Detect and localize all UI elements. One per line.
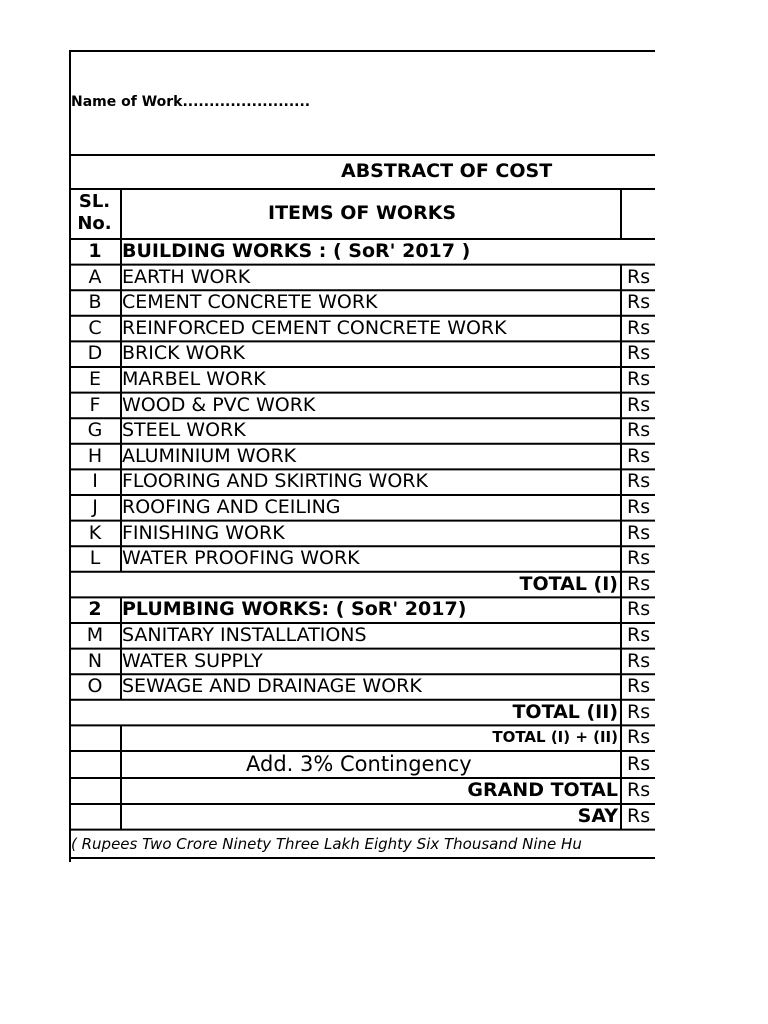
item-code: N [87, 649, 103, 672]
total-row [69, 572, 655, 598]
table-row [69, 290, 655, 316]
section-title: PLUMBING WORKS: ( SoR' 2017) [122, 598, 467, 621]
amount-currency: Rs [627, 753, 651, 775]
table-row [69, 649, 655, 675]
item-label: BRICK WORK [122, 342, 246, 365]
item-label: ALUMINIUM WORK [122, 444, 297, 467]
table-row [69, 418, 655, 444]
amount-currency: Rs [627, 316, 651, 339]
total-label: TOTAL (II) [512, 700, 618, 723]
amount-currency: Rs [627, 393, 651, 416]
item-label: FINISHING WORK [122, 521, 285, 544]
item-code: M [86, 624, 104, 646]
item-code: G [87, 419, 103, 442]
amount-currency: Rs [627, 598, 651, 621]
amount-currency: Rs [627, 675, 651, 698]
combined-total-row [69, 725, 655, 751]
amount-currency: Rs [627, 700, 651, 723]
item-label: SANITARY INSTALLATIONS [122, 624, 367, 646]
table-row [69, 444, 655, 470]
grand-total-label: GRAND TOTAL [467, 779, 618, 801]
table-row [69, 521, 655, 547]
grand-total-row [69, 778, 655, 804]
table-row [69, 367, 655, 393]
table-row [69, 623, 655, 649]
section-title: BUILDING WORKS : ( SoR' 2017 ) [122, 240, 471, 262]
table-row [69, 341, 655, 367]
item-label: FLOORING AND SKIRTING WORK [122, 470, 428, 493]
item-label: WATER PROOFING WORK [122, 547, 360, 570]
item-code: B [88, 291, 102, 314]
amount-currency: Rs [627, 521, 651, 544]
amount-currency: Rs [627, 805, 651, 827]
item-code: C [88, 316, 102, 339]
contingency-label: Add. 3% Contingency [246, 752, 472, 776]
table-row [69, 316, 655, 342]
say-row [69, 804, 655, 830]
amount-currency: Rs [627, 265, 651, 288]
amount-currency: Rs [627, 572, 651, 595]
column-header-items: ITEMS OF WORKS [268, 202, 457, 224]
column-header-sl-no: SL. No. [77, 191, 112, 234]
amount-currency: Rs [627, 779, 651, 801]
item-code: K [88, 521, 102, 544]
item-label: WATER SUPPLY [122, 649, 263, 672]
table-row [69, 546, 655, 572]
amount-currency: Rs [627, 470, 651, 493]
amount-currency: Rs [627, 547, 651, 570]
section-number: 2 [88, 598, 102, 621]
item-label: EARTH WORK [122, 265, 251, 288]
section-number: 1 [88, 240, 102, 262]
item-label: MARBEL WORK [122, 368, 266, 390]
table-row [69, 393, 655, 419]
amount-currency: Rs [627, 624, 651, 646]
combined-total-label: TOTAL (I) + (II) [492, 728, 618, 747]
page-title: ABSTRACT OF COST [341, 160, 553, 182]
amount-currency: Rs [627, 444, 651, 467]
amount-currency: Rs [627, 496, 651, 518]
item-code: E [88, 368, 101, 390]
total-row [69, 700, 655, 726]
contingency-row [69, 751, 655, 778]
item-code: O [87, 675, 103, 698]
name-of-work-label: Name of Work........................ [71, 94, 311, 110]
amount-currency: Rs [627, 291, 651, 314]
item-code: L [89, 547, 101, 570]
item-code: F [89, 393, 101, 416]
section-row [69, 597, 655, 623]
section-row [69, 239, 655, 265]
item-label: SEWAGE AND DRAINAGE WORK [122, 675, 422, 698]
say-label: SAY [577, 805, 618, 827]
amount-currency: Rs [627, 419, 651, 442]
abstract-of-cost-sheet [69, 50, 655, 862]
total-label: TOTAL (I) [519, 572, 618, 595]
table-row [69, 265, 655, 291]
amount-currency: Rs [627, 342, 651, 365]
amount-currency: Rs [627, 726, 651, 749]
item-label: WOOD & PVC WORK [122, 393, 316, 416]
item-label: REINFORCED CEMENT CONCRETE WORK [122, 316, 507, 339]
item-label: STEEL WORK [122, 419, 246, 442]
item-code: J [92, 496, 98, 518]
table-row [69, 495, 655, 521]
item-code: I [92, 470, 98, 493]
amount-currency: Rs [627, 649, 651, 672]
item-code: A [88, 265, 102, 288]
amount-currency: Rs [627, 368, 651, 390]
table-row [69, 469, 655, 495]
table-row [69, 674, 655, 700]
item-label: CEMENT CONCRETE WORK [122, 291, 378, 314]
item-code: H [87, 444, 103, 467]
item-label: ROOFING AND CEILING [122, 496, 341, 518]
item-code: D [87, 342, 103, 365]
amount-in-words: ( Rupees Two Crore Ninety Three Lakh Eighty Six Thousand Nine Hu [71, 835, 582, 853]
